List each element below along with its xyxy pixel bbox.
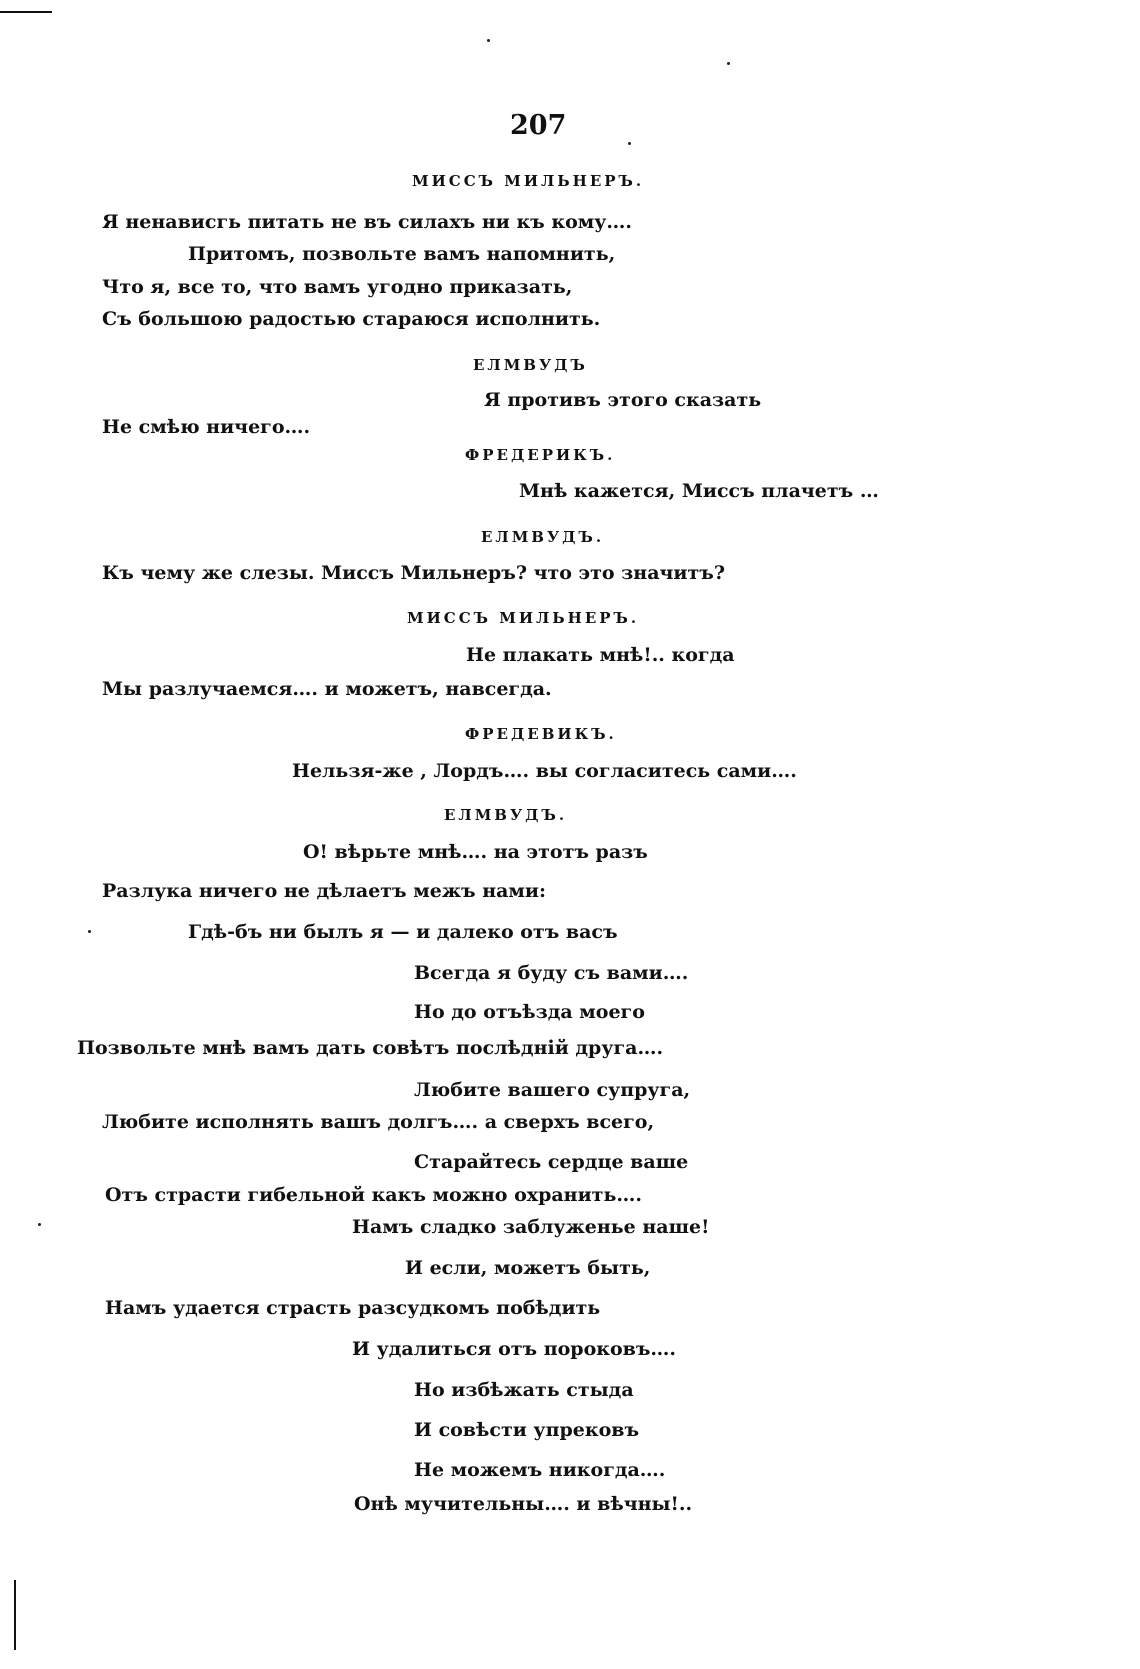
verse-line: О! вѣрьте мнѣ…. на этотъ разъ (303, 841, 648, 863)
verse-line: Позвольте мнѣ вамъ дать совѣтъ послѣдній друга…. (77, 1037, 664, 1059)
ink-speck (88, 930, 91, 933)
ink-speck (38, 1223, 41, 1226)
verse-line: Старайтесь сердце ваше (414, 1151, 689, 1173)
verse-line: Намъ сладко заблуженье наше! (352, 1216, 710, 1238)
verse-line: Притомъ, позвольте вамъ напомнить, (188, 243, 616, 265)
speaker-name: МИССЪ МИЛЬНЕРЪ. (407, 609, 640, 627)
speaker-name: МИССЪ МИЛЬНЕРЪ. (412, 172, 645, 190)
verse-line: И если, можетъ быть, (405, 1257, 651, 1279)
verse-line: Любите исполнять вашъ долгъ…. а сверхъ всего, (102, 1111, 655, 1133)
verse-line: Къ чему же слезы. Миссъ Мильнеръ? что это значитъ? (102, 562, 725, 584)
verse-line: Онѣ мучительны…. и вѣчны!.. (354, 1493, 693, 1515)
speaker-name: ФРЕДЕВИКЪ. (465, 725, 617, 743)
verse-line: Любите вашего супруга, (414, 1079, 691, 1101)
verse-line: Мы разлучаемся…. и можетъ, навсегда. (102, 678, 552, 700)
verse-line: Не можемъ никогда…. (414, 1459, 666, 1481)
verse-line: Не смѣю ничего…. (102, 416, 311, 438)
verse-line: И совѣсти упрековъ (414, 1419, 640, 1441)
margin-bar (14, 1580, 16, 1650)
verse-line: Намъ удается страсть разсудкомъ побѣдить (105, 1297, 601, 1319)
verse-line: Гдѣ-бъ ни былъ я — и далеко отъ васъ (188, 921, 618, 943)
page-number: 207 (510, 110, 567, 141)
speaker-name: ФРЕДЕРИКЪ. (465, 446, 616, 464)
ink-speck (628, 142, 631, 145)
speaker-name: ЕЛМВУДЪ. (481, 528, 605, 546)
verse-line: Не плакать мнѣ!.. когда (466, 644, 735, 666)
top-rule (0, 11, 52, 13)
verse-line: Я противъ этого сказать (484, 389, 762, 411)
verse-line: Мнѣ кажется, Миссъ плачетъ … (519, 480, 879, 502)
speaker-name: ЕЛМВУДЪ. (444, 806, 568, 824)
verse-line: Отъ страсти гибельной какъ можно охранить…. (105, 1184, 642, 1206)
verse-line: Съ большою радостью стараюся исполнить. (102, 308, 601, 330)
verse-line: Но избѣжать стыда (414, 1379, 634, 1401)
verse-line: Всегда я буду съ вами…. (414, 962, 689, 984)
verse-line: И удалиться отъ пороковъ…. (352, 1338, 677, 1360)
verse-line: Но до отъѣзда моего (414, 1001, 645, 1023)
ink-speck (487, 39, 490, 42)
verse-line: Я ненависгь питать не въ силахъ ни къ кому…. (102, 211, 633, 233)
ink-speck (727, 62, 730, 65)
verse-line: Нельзя-же , Лордъ…. вы согласитесь сами…. (292, 760, 797, 782)
verse-line: Что я, все то, что вамъ угодно приказать, (102, 276, 573, 298)
verse-line: Разлука ничего не дѣлаетъ межъ нами: (102, 880, 547, 902)
speaker-name: ЕЛМВУДЪ (473, 356, 588, 374)
